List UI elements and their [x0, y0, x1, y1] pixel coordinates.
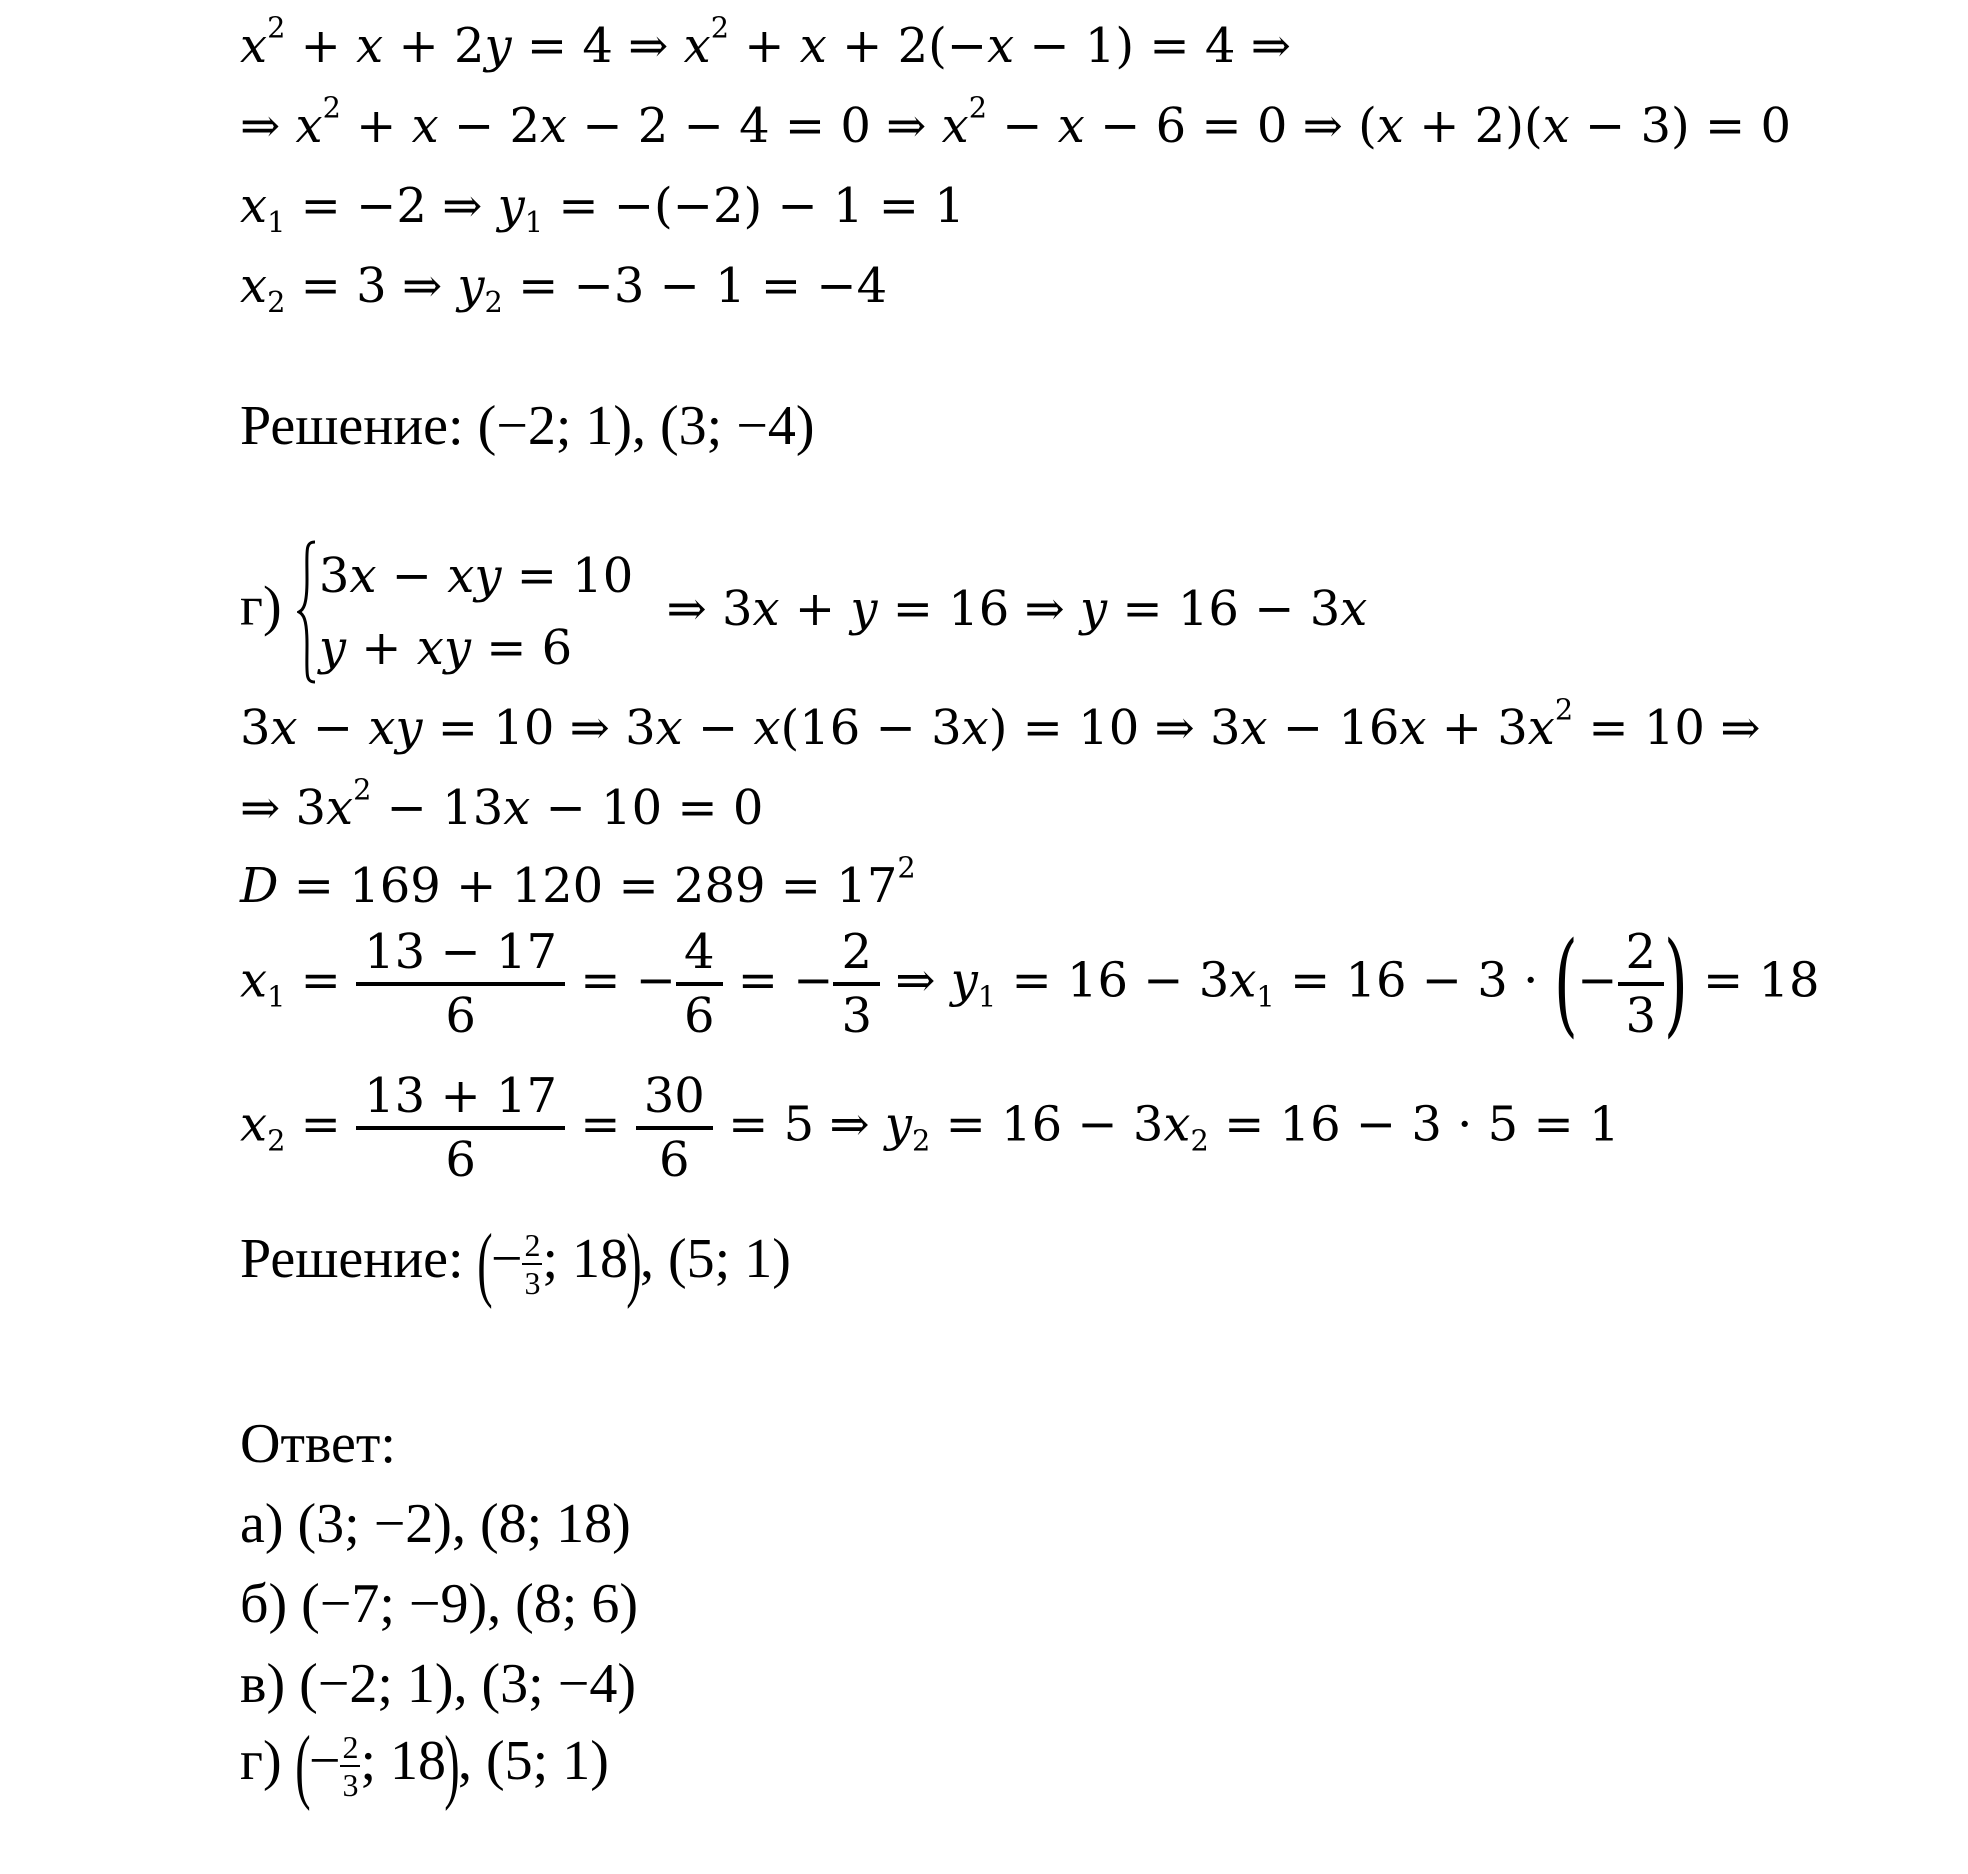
answer-g: г) (− $\frac{2}{3}$ ; 18), (5; 1): [240, 1719, 609, 1812]
equation-line-3: $x_1 = -2$ ⇒ $y_1 = -(-2) - 1 = 1$: [240, 178, 965, 240]
equation-line-1: $x^2 + x + 2y = 4$ ⇒ $x^2 + x + 2(-x - 1) = 4$ ⇒: [240, 10, 1291, 74]
discriminant-line: $D = 169 + 120 = 289 = 17^2$: [240, 850, 916, 914]
equation-system: 3x − xy = 10 y + xy = 6: [297, 540, 633, 684]
system-g: г) 3x − xy = 10 y + xy = 6 ⇒ 3x + y = 16 ⇒ y = 16 − 3x: [240, 540, 1367, 684]
root-x1-line: $x_1$ = $\frac{13 - 17}{6}$ = − $\frac{4}{6}$ = − $\frac{2}{3}$ ⇒ $y_1 = 16 - 3x_1 = 16 - 3$ · (− $\frac{2}{3}$ ) = 18: [240, 919, 1820, 1049]
curly-brace-icon: [297, 540, 317, 684]
equation-line-7: ⇒ $3x^2 - 13x - 10 = 0$: [240, 772, 764, 836]
equation-line-4: $x_2 = 3$ ⇒ $y_2 = -3 - 1 = -4$: [240, 258, 888, 320]
equation-line-2: ⇒ $x^2 + x - 2x - 2 - 4 = 0$ ⇒ $x^2 - x - 6 = 0$ ⇒ (x + 2)(x − 3) = 0: [240, 90, 1792, 154]
answer-a: а) (3; −2), (8; 18): [240, 1493, 631, 1555]
root-x2-line: $x_2$ = $\frac{13 + 17}{6}$ = $\frac{30}{6}$ = 5 ⇒ $y_2 = 16 - 3x_2 = 16 - 3 \cdot 5 = 1$: [240, 1068, 1620, 1188]
solution-v: Решение: (−2; 1), (3; −4): [240, 395, 815, 457]
answer-v: в) (−2; 1), (3; −4): [240, 1653, 636, 1715]
equation-line-6: 3x − xy = 10 ⇒ 3x − x(16 − 3x) = 10 ⇒ $3x - 16x + 3x^2 = 10$ ⇒: [240, 692, 1761, 756]
label-g: г): [240, 575, 282, 638]
answer-b: б) (−7; −9), (8; 6): [240, 1573, 639, 1635]
solution-g: Решение: (− $\frac{2}{3}$ ; 18), (5; 1): [240, 1217, 791, 1310]
answer-title: Ответ:: [240, 1413, 396, 1475]
